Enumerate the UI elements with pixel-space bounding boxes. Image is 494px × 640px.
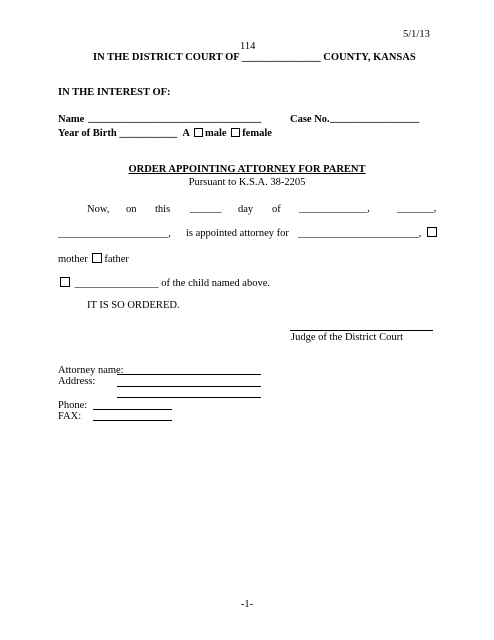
male-checkbox[interactable] xyxy=(194,128,203,137)
name-label: Name xyxy=(58,114,85,125)
fax-label: FAX: xyxy=(58,411,82,422)
year-of-birth-row xyxy=(58,128,272,140)
fax-line[interactable] xyxy=(93,420,172,421)
parent-blank[interactable]: ________________ xyxy=(74,278,159,289)
of-word: of xyxy=(272,204,281,215)
form-date: 5/1/13 xyxy=(403,29,430,40)
court-suffix: COUNTY, KANSAS xyxy=(323,52,416,63)
order-title: ORDER APPOINTING ATTORNEY FOR PARENT xyxy=(128,164,366,175)
sex-prefix: A xyxy=(182,128,190,139)
phone-line[interactable] xyxy=(93,409,172,410)
phone-label: Phone: xyxy=(58,400,88,411)
appointee-blank[interactable]: _____________________, xyxy=(58,228,171,239)
so-ordered: IT IS SO ORDERED. xyxy=(87,300,180,311)
year-of-birth-blank[interactable]: ___________ xyxy=(119,128,178,139)
other-checkbox[interactable] xyxy=(60,277,70,287)
case-number-label: Case No. xyxy=(290,114,330,125)
month-blank[interactable]: _____________, xyxy=(299,203,370,214)
day-word: day xyxy=(238,204,254,215)
address-label: Address: xyxy=(58,376,96,387)
father-label: father xyxy=(104,254,129,265)
child-text: of the child named above. xyxy=(161,278,271,289)
judge-label: Judge of the District Court xyxy=(291,332,403,343)
mother-father-row xyxy=(58,253,129,266)
mother-checkbox[interactable] xyxy=(427,227,437,237)
judge-signature-line[interactable] xyxy=(290,330,433,331)
mother-checkbox-wrap xyxy=(425,227,439,240)
mother-label: mother xyxy=(58,254,88,265)
now-word: Now, xyxy=(87,204,110,215)
female-label: female xyxy=(242,128,272,139)
child-row xyxy=(58,277,270,290)
client-blank[interactable]: _______________________, xyxy=(298,228,422,239)
father-checkbox[interactable] xyxy=(92,253,102,263)
name-blank[interactable]: _________________________________ xyxy=(88,113,262,124)
county-blank[interactable]: _______________ xyxy=(241,52,321,63)
male-label: male xyxy=(204,128,227,139)
case-number-blank[interactable]: _________________ xyxy=(330,113,420,124)
day-blank[interactable]: ______ xyxy=(190,203,222,214)
female-checkbox[interactable] xyxy=(231,128,240,137)
page-number: -1- xyxy=(240,599,254,610)
this-word: this xyxy=(155,204,171,215)
attorney-name-label: Attorney name: xyxy=(58,365,124,376)
address-line-2[interactable] xyxy=(117,397,261,398)
attorney-name-line[interactable] xyxy=(117,374,261,375)
court-heading xyxy=(93,53,416,64)
interest-heading: IN THE INTEREST OF: xyxy=(58,87,171,98)
appointed-text: is appointed attorney for xyxy=(186,228,289,239)
court-prefix: IN THE DISTRICT COURT OF xyxy=(93,52,240,63)
year-blank[interactable]: _______, xyxy=(397,203,437,214)
on-word: on xyxy=(126,204,137,215)
address-line-1[interactable] xyxy=(117,386,261,387)
form-number: 114 xyxy=(240,41,256,52)
order-subtitle: Pursuant to K.S.A. 38-2205 xyxy=(188,177,306,188)
year-of-birth-label: Year of Birth xyxy=(58,128,117,139)
